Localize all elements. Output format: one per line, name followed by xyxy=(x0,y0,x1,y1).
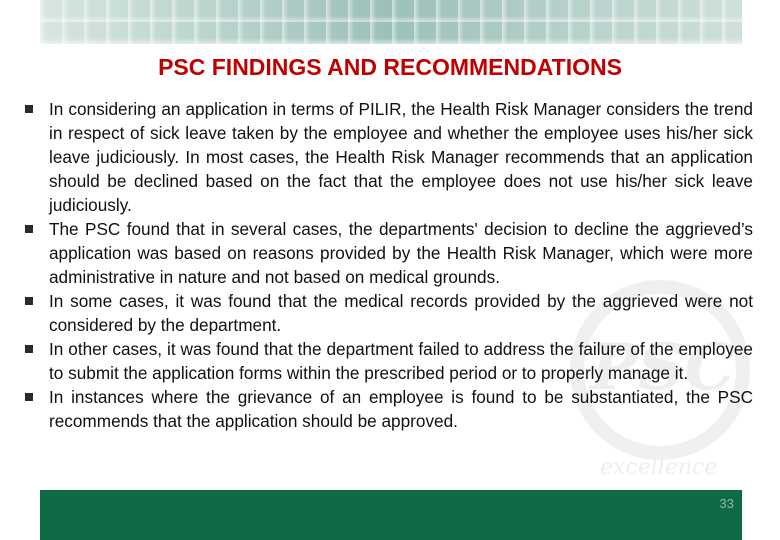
slide-title: PSC FINDINGS AND RECOMMENDATIONS xyxy=(158,54,622,80)
bullet-list xyxy=(23,97,753,433)
square-bullet-icon xyxy=(25,297,33,305)
square-bullet-icon xyxy=(25,345,33,353)
square-bullet-icon xyxy=(25,225,33,233)
bullet-item xyxy=(23,337,753,385)
bullet-text: In instances where the grievance of an employee is found to be substantiated, the PSC recommends that the application should be approved. xyxy=(49,387,753,431)
page-number: 33 xyxy=(719,496,734,511)
footer-bar xyxy=(40,490,742,540)
bullet-text: The PSC found that in several cases, the departments' decision to decline the aggrieved’s application was based on reasons provided by the Health Risk Manager, which were more administrative in nature and not based on medical grounds. xyxy=(49,219,753,287)
bullet-text: In some cases, it was found that the medical records provided by the aggrieved were not considered by the department. xyxy=(49,291,753,335)
header-banner xyxy=(40,0,742,44)
square-bullet-icon xyxy=(25,105,33,113)
square-bullet-icon xyxy=(25,393,33,401)
watermark-word: excellence xyxy=(600,455,718,480)
watermark-logo-text: PSC xyxy=(590,330,736,405)
bullet-text: In other cases, it was found that the department failed to address the failure of the employee to submit the application forms within the prescribed period or to properly manage it. xyxy=(49,339,753,383)
bullet-item xyxy=(23,97,753,217)
bullet-item xyxy=(23,385,753,433)
bullet-text: In considering an application in terms of PILIR, the Health Risk Manager considers the trend in respect of sick leave taken by the employee and whether the employee uses his/her sick leave judiciously. In most cases, the Health Risk Manager recommends that an application should be declined based on the fact that the employee does not use his/her sick leave judiciously. xyxy=(49,99,753,215)
bullet-item xyxy=(23,217,753,289)
bullet-item xyxy=(23,289,753,337)
